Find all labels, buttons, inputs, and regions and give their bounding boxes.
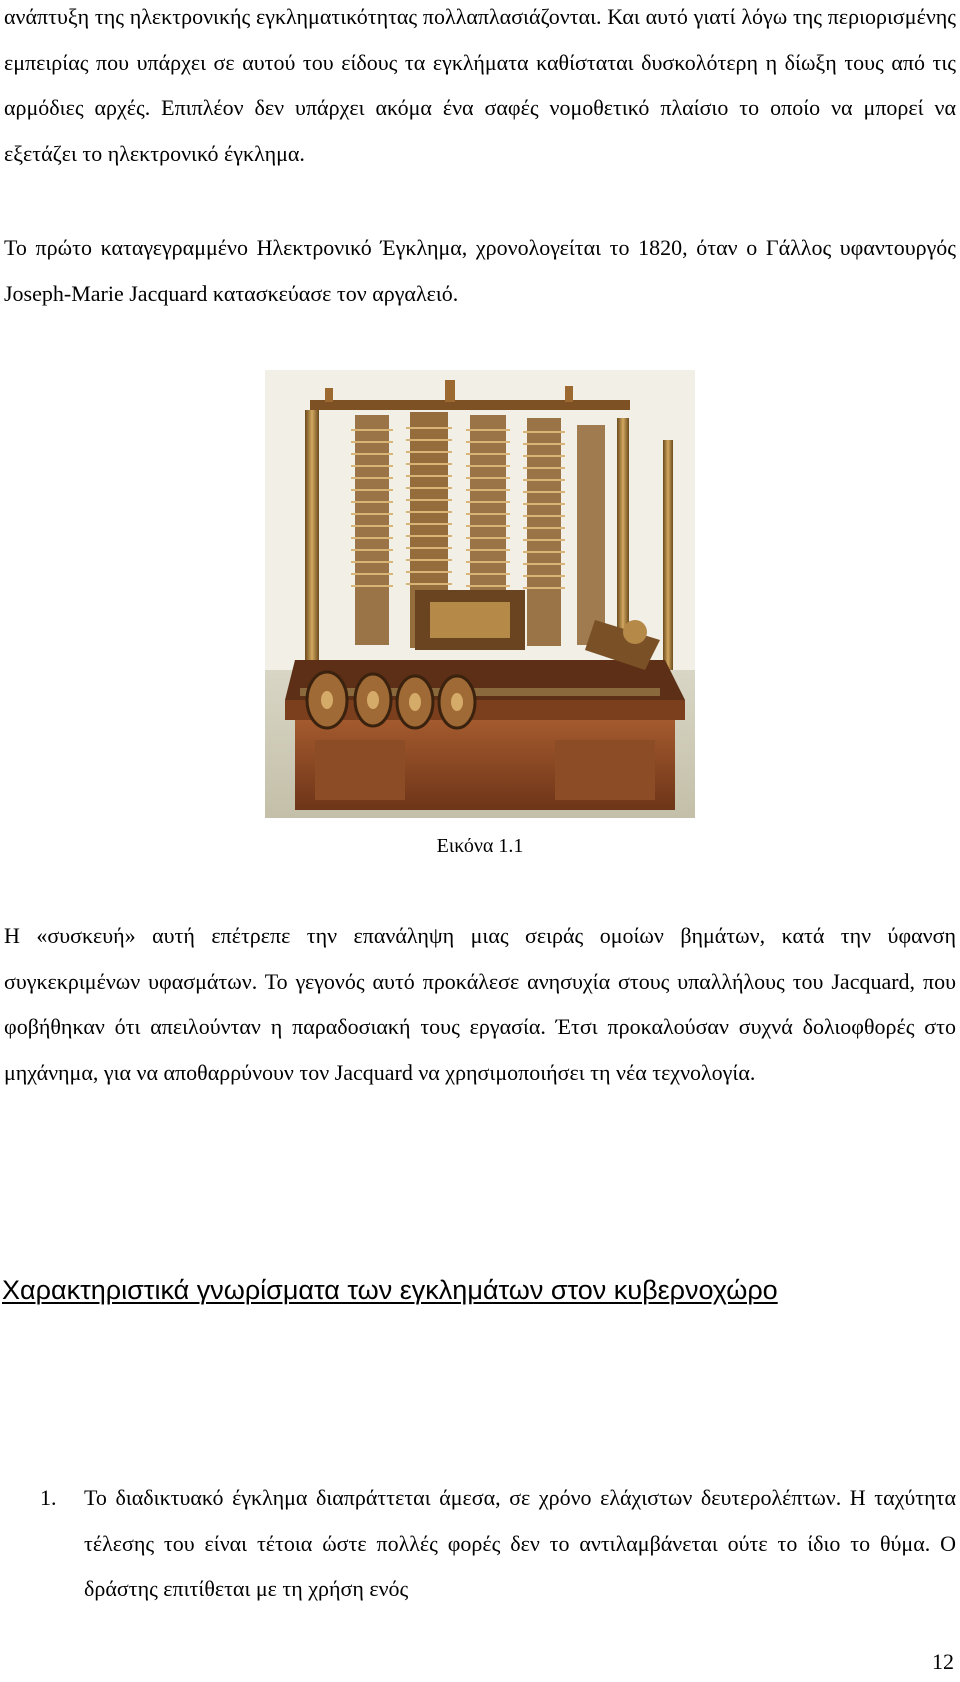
paragraph: Το πρώτο καταγεγραμμένο Ηλεκτρονικό Έγκλημα, χρονολογείται το 1820, όταν ο Γάλλος υφαντουργός Joseph-Marie Jacquard κατασκεύασε τον αργαλειό.: [4, 235, 956, 306]
page-number: 12: [932, 1649, 954, 1674]
list-text: Το διαδικτυακό έγκλημα διαπράττεται άμεσα, σε χρόνο ελάχιστων δευτερολέπτων. Η ταχύτητα τέλεσης του είναι τέτοια ώστε πολλές φορές δεν το αντιλαμβάνεται ούτε το ίδιο το θύμα. Ο δράστης επιτίθεται με τη χρήση ενός: [84, 1485, 956, 1601]
analytical-engine-photo: [265, 370, 695, 818]
list-number: 1.: [40, 1485, 57, 1510]
figure-caption: Εικόνα 1.1: [436, 835, 524, 857]
paragraph: ανάπτυξη της ηλεκτρονικής εγκληματικότητας πολλαπλασιάζονται. Και αυτό γιατί λόγω της περιορισμένης εμπειρίας που υπάρχει σε αυτού του είδους τα εγκλήματα καθίσταται δυσκολότερη η δίωξη τους από τις αρμόδιες αρχές. Επιπλέον δεν υπάρχει ακόμα ένα σαφές νομοθετικό πλαίσιο το οποίο να μπορεί να εξετάζει το ηλεκτρονικό έγκλημα.: [4, 4, 956, 166]
paragraph: Η «συσκευή» αυτή επέτρεπε την επανάληψη μιας σειράς ομοίων βημάτων, κατά την ύφανση συγκεκριμένων υφασμάτων. Το γεγονός αυτό προκάλεσε ανησυχία στους υπαλλήλους του Jacquard, που φοβήθηκαν ότι απειλούνταν η παραδοσιακή τους εργασία. Έτσι προκαλούσαν συχνά δολιοφθορές στο μηχάνημα, για να αποθαρρύνουν τον Jacquard να χρησιμοποιήσει τη νέα τεχνολογία.: [4, 923, 956, 1085]
section-heading: Χαρακτηριστικά γνωρίσματα των εγκλημάτων στον κυβερνοχώρο: [2, 1275, 778, 1305]
